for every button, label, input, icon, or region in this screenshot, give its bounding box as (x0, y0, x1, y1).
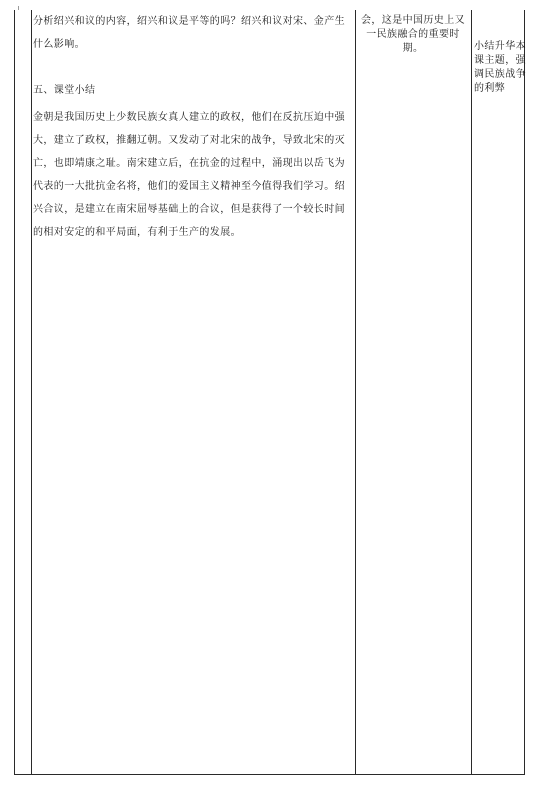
column-divider-3 (471, 10, 472, 775)
column-divider-2 (355, 10, 356, 775)
student-activity-cell (356, 10, 470, 56)
student-activity-text: 会，这是中国历史上又一民族融合的重要时期。 (361, 15, 465, 54)
table-border-right (524, 10, 525, 775)
table-border-bottom (14, 774, 525, 775)
section-heading: 五、课堂小结 (33, 85, 96, 96)
table-border-left (14, 10, 15, 775)
question-paragraph: 分析绍兴和议的内容，绍兴和议是平等的吗？绍兴和议对宋、金产生什么影响。 (33, 16, 345, 50)
design-intent-cell (472, 10, 526, 96)
lesson-plan-table (14, 10, 525, 775)
summary-paragraph: 金朝是我国历史上少数民族女真人建立的政权，他们在反抗压迫中强大，建立了政权，推翻辽朝。又发动了对北宋的战争，导致北宋的灭亡，也即靖康之耻。南宋建立后，在抗金的过程中，涌现出以岳飞为代表的一大批抗金名将，他们的爱国主义精神至今值得我们学习。绍兴合议，是建立在南宋屈辱基础上的合议，但是获得了一个较长时间的相对安定的和平局面，有利于生产的发展。 (33, 112, 345, 238)
teaching-process-cell (32, 10, 355, 244)
design-intent-text: 小结升华本课主题，强调民族战争的利弊 (474, 41, 526, 94)
